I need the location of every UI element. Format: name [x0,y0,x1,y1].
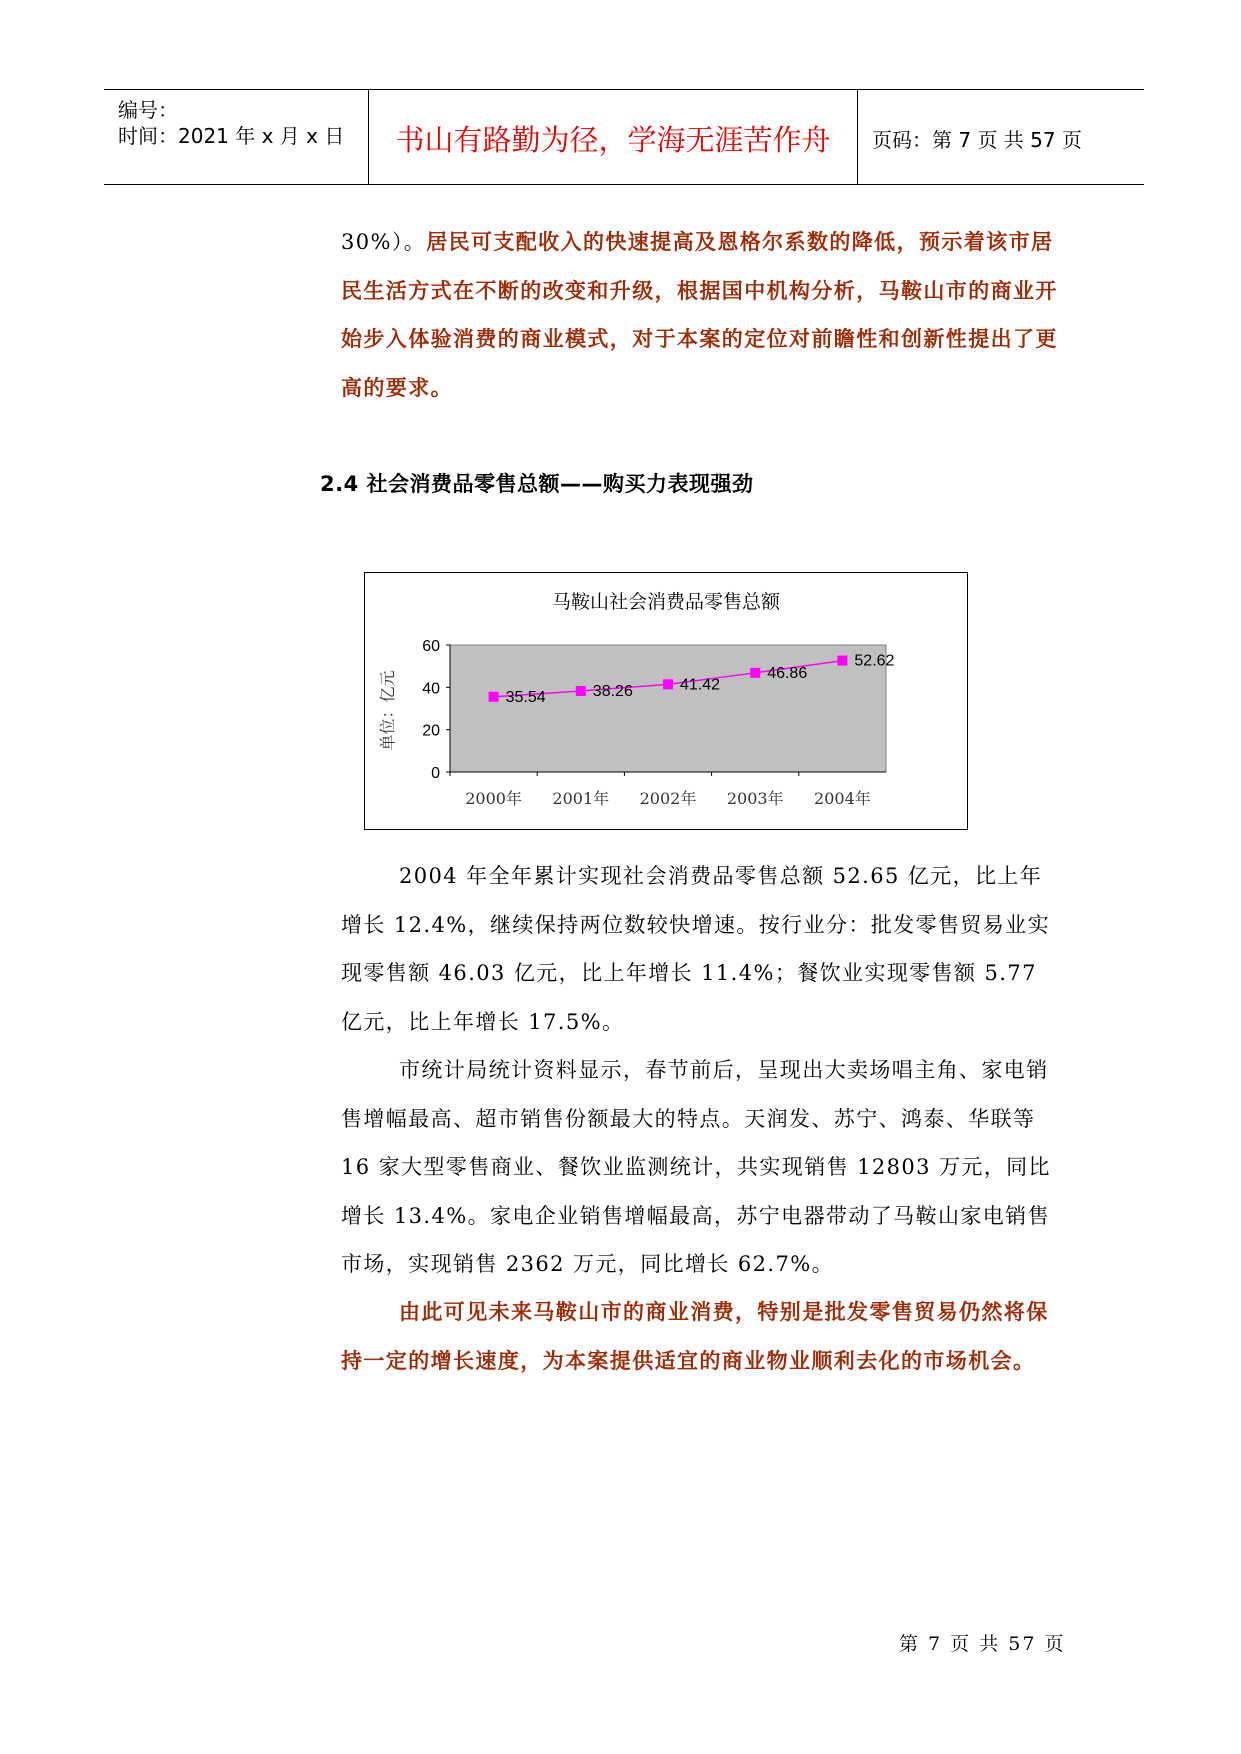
retail-sales-chart [364,572,968,830]
paragraph-income-plain: 30%）。 [341,230,427,254]
header-left-cell [104,90,368,184]
document-number-label: 编号： [118,98,178,122]
x-tick-label: 2003年 [726,789,784,808]
header-motto: 书山有路勤为径，学海无涯苦作舟 [395,123,831,157]
paragraph-income [341,218,1061,412]
page-header [104,89,1144,185]
header-middle-cell [368,90,858,184]
y-tick-label: 40 [422,680,440,698]
y-tick-label: 0 [431,765,440,782]
header-right-cell [858,90,1144,184]
x-tick-label: 2000年 [465,789,522,808]
y-axis-title: 单位：亿元 [378,670,397,751]
paragraph-spring-festival: 市统计局统计资料显示，春节前后，呈现出大卖场唱主角、家电销售增幅最高、超市销售份额最大的特点。天润发、苏宁、鸿泰、华联等 16 家大型零售商业、餐饮业监测统计，共实现销售 12803 万元，同比增长 13.4%。家电企业销售增幅最高，苏宁电器带动了马鞍山家电销售市场，实现销售 2362 万元，同比增长 62.7%。 [341,1058,1051,1276]
data-label: 52.62 [854,652,895,670]
section-title: 2.4 社会消费品零售总额——购买力表现强劲 [320,472,754,496]
header-page-number: 页码：第 7 页 共 57 页 [872,128,1082,152]
x-tick-label: 2001年 [552,789,610,808]
paragraph-income-bold: 居民可支配收入的快速提高及恩格尔系数的降低，预示着该市居民生活方式在不断的改变和升级，根据国中机构分析，马鞍山市的商业开始步入体验消费的商业模式，对于本案的定位对前瞻性和创新性提出了更高的要求。 [341,229,1058,400]
y-tick-label: 60 [422,638,440,655]
data-point-marker [837,656,847,666]
data-label: 35.54 [505,688,546,706]
data-label: 46.86 [767,664,808,682]
data-point-marker [663,679,673,689]
chart-canvas [365,573,967,829]
x-tick-label: 2002年 [639,789,697,808]
page-footer: 第 7 页 共 57 页 [899,1633,1066,1655]
document-time-label: 时间：2021 年 x 月 x 日 [118,124,345,148]
chart-title: 马鞍山社会消费品零售总额 [551,591,780,613]
y-tick-label: 20 [422,722,440,740]
data-point-marker [489,692,499,702]
data-label: 41.42 [680,676,721,694]
data-label: 38.26 [592,683,633,701]
data-point-marker [750,668,760,678]
paragraph-conclusion: 由此可见未来马鞍山市的商业消费，特别是批发零售贸易仍然将保持一定的增长速度，为本案提供适宜的商业物业顺利去化的市场机会。 [341,1299,1049,1373]
data-point-marker [576,686,586,696]
x-tick-label: 2004年 [814,789,871,808]
paragraph-retail-total: 2004 年全年累计实现社会消费品零售总额 52.65 亿元，比上年增长 12.4%，继续保持两位数较快增速。按行业分：批发零售贸易业实现零售额 46.03 亿元，比上年增长 11.4%；餐饮业实现零售额 5.77 亿元，比上年增长 17.5%。 [341,864,1050,1034]
